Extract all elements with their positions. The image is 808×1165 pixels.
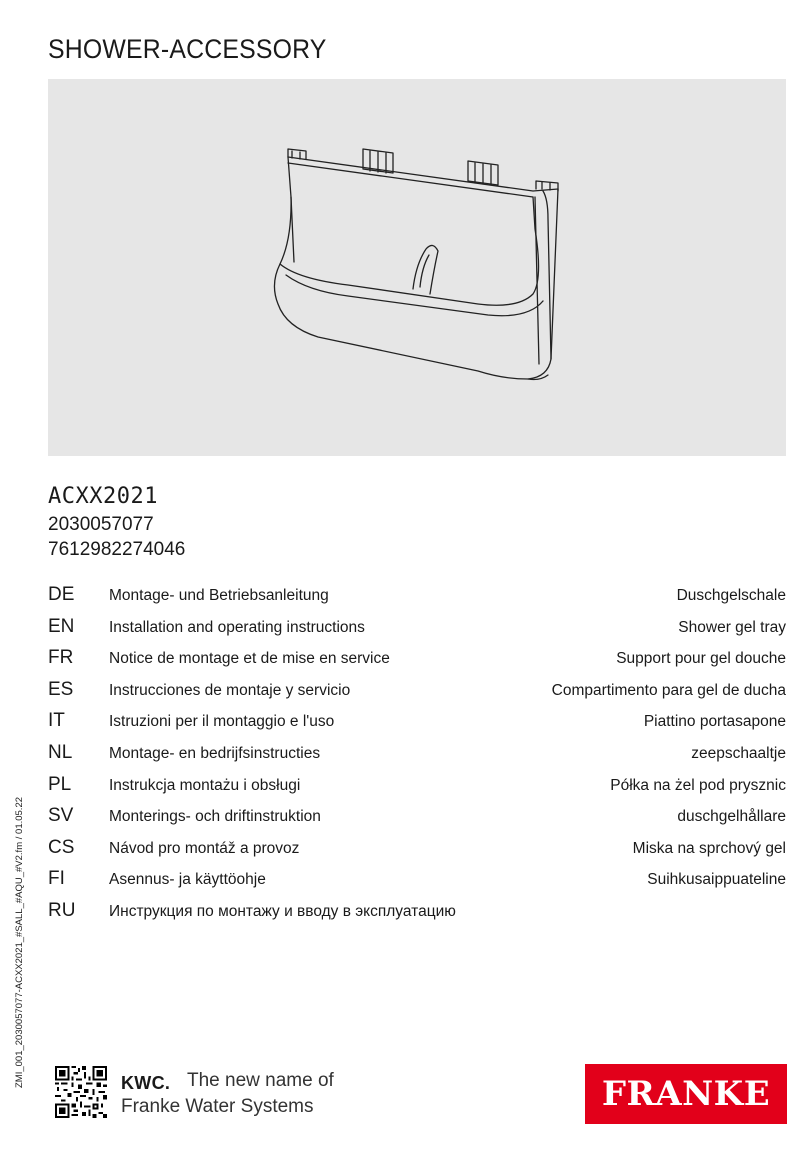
product-name: Piattino portasapone <box>643 713 786 731</box>
language-code: FI <box>48 868 65 890</box>
instruction-title: Istruzioni per il montaggio e l'uso <box>109 713 335 731</box>
instruction-title: Инструкция по монтажу и вводу в эксплуатацию <box>109 902 456 920</box>
instruction-title: Installation and operating instructions <box>109 618 365 636</box>
language-row-nl <box>48 742 786 774</box>
language-row-fi <box>48 868 786 900</box>
language-code: PL <box>48 773 72 795</box>
language-row-en <box>48 616 786 648</box>
language-code: SV <box>48 805 74 827</box>
kwc-logo: KWC. <box>121 1073 171 1093</box>
product-name: Compartimento para gel de ducha <box>551 681 786 699</box>
product-name: Support pour gel douche <box>616 650 786 668</box>
language-row-fr <box>48 647 786 679</box>
franke-logo-text: FRANKE <box>601 1074 771 1114</box>
instruction-title: Monterings- och driftinstruktion <box>109 808 321 826</box>
language-row-pl <box>48 774 786 806</box>
product-model: ACXX2021 <box>48 484 158 509</box>
language-code: CS <box>48 836 75 858</box>
tagline-line-2: Franke Water Systems <box>121 1096 314 1117</box>
article-number: 2030057077 <box>48 514 154 535</box>
language-row-de <box>48 584 786 616</box>
language-row-es <box>48 679 786 711</box>
instruction-title: Montage- und Betriebsanleitung <box>109 587 329 604</box>
instruction-title: Montage- en bedrijfsinstructies <box>109 744 321 762</box>
product-illustration <box>48 79 786 456</box>
qr-code-icon[interactable] <box>55 1066 107 1123</box>
ean-code: 7612982274046 <box>48 539 186 560</box>
instruction-title: Asennus- ja käyttöohje <box>109 871 266 889</box>
product-name: Shower gel tray <box>678 618 786 636</box>
product-name: duschgelhållare <box>677 808 786 826</box>
language-code: EN <box>48 615 75 637</box>
instruction-title: Instrucciones de montaje y servicio <box>109 681 351 699</box>
language-code: NL <box>48 741 73 763</box>
franke-logo <box>585 1064 787 1124</box>
language-code: DE <box>48 584 75 605</box>
instruction-title: Návod pro montáž a provoz <box>109 839 300 857</box>
language-row-ru <box>48 900 786 932</box>
page-title: SHOWER-ACCESSORY <box>48 34 327 64</box>
tagline-line-1: The new name of <box>187 1070 334 1091</box>
language-code: FR <box>48 647 74 669</box>
language-code: ES <box>48 678 74 700</box>
language-row-sv <box>48 805 786 837</box>
language-code: IT <box>48 710 65 732</box>
product-name: Półka na żel pod prysznic <box>610 776 786 794</box>
language-code: RU <box>48 899 76 921</box>
language-row-it <box>48 710 786 742</box>
language-row-cs <box>48 837 786 869</box>
product-name: Duschgelschale <box>676 587 786 604</box>
product-name: Miska na sprchový gel <box>632 839 786 857</box>
instruction-title: Notice de montage et de mise en service <box>109 650 390 668</box>
instruction-title: Instrukcja montażu i obsługi <box>109 776 301 794</box>
document-reference: ZMI_001_2030057077-ACXX2021_#SALL_#AQU_#V2.fm / 01.05.22 <box>14 796 25 1088</box>
product-name: Suihkusaippuateline <box>647 871 786 889</box>
language-list <box>48 584 786 932</box>
product-name: zeepschaaltje <box>691 744 786 762</box>
